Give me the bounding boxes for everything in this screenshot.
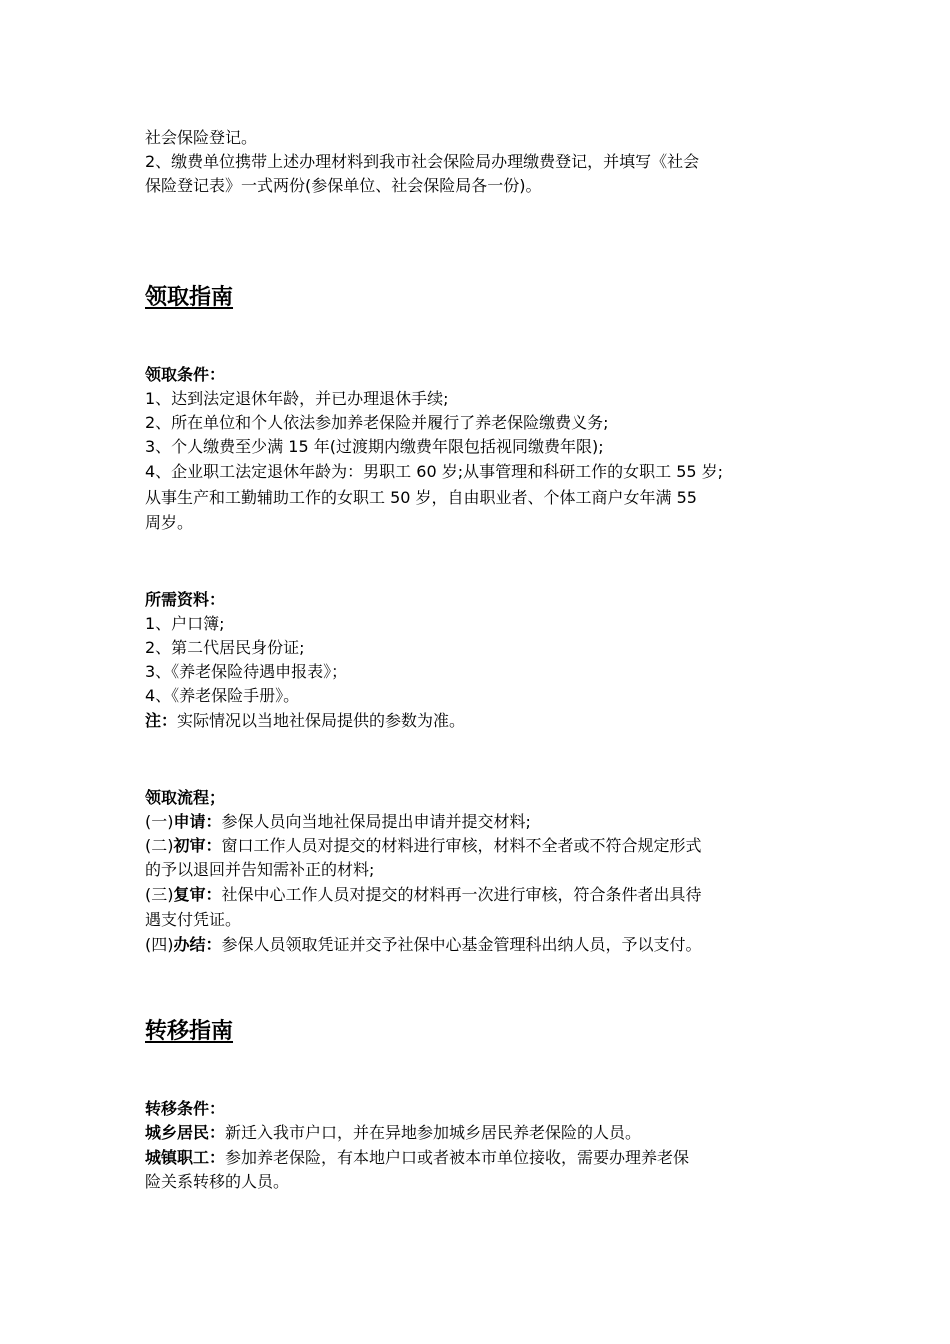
step-label: 办结： [173,935,222,954]
transfer-urban-worker-continued: 险关系转移的人员。 [145,1172,290,1191]
transfer-urban-worker [145,1146,689,1170]
step-number: (四) [145,935,174,954]
step-text: 参保人员领取凭证并交予社保中心基金管理科出纳人员，予以支付。 [221,935,702,954]
step-number: (三) [145,885,174,904]
step-label: 初审： [173,836,222,855]
urban-worker-label: 城镇职工： [145,1148,226,1167]
claim-material-item: 1、户口簿; [145,614,225,633]
claim-material-item: 3、《养老保险待遇申报表》； [145,662,348,681]
step-label: 复审： [173,885,222,904]
claim-condition-item: 周岁。 [145,513,194,532]
claim-condition-item: 1、达到法定退休年龄，并已办理退休手续; [145,389,449,408]
transfer-urban-rural [145,1121,641,1145]
transfer-guide-title: 转移指南 [145,1019,234,1044]
step-number: (一) [145,812,174,831]
claim-process-step [145,834,702,858]
claim-material-item: 2、第二代居民身份证; [145,638,305,657]
step-text: 社保中心工作人员对提交的材料再一次进行审核，符合条件者出具待 [221,885,702,904]
claim-process-step [145,810,531,834]
claim-process-step [145,933,702,957]
step-text: 窗口工作人员对提交的材料进行审核，材料不全者或不符合规定形式 [221,836,702,855]
intro-line-2: 2、缴费单位携带上述办理材料到我市社会保险局办理缴费登记，并填写《社会 [145,152,700,171]
claim-process-step-continued: 遇支付凭证。 [145,910,242,929]
note-label: 注： [145,711,178,730]
claim-conditions-heading: 领取条件： [145,365,226,384]
intro-line-1: 社会保险登记。 [145,128,258,147]
step-text: 参保人员向当地社保局提出申请并提交材料; [221,812,531,831]
claim-condition-item: 3、个人缴费至少满 15 年(过渡期内缴费年限包括视同缴费年限); [145,437,604,456]
claim-guide-title: 领取指南 [145,285,234,310]
claim-condition-item: 4、企业职工法定退休年龄为：男职工 60 岁;从事管理和科研工作的女职工 55 岁; [145,462,724,481]
claim-materials-note [145,709,465,733]
urban-rural-label: 城乡居民： [145,1123,226,1142]
note-text: 实际情况以当地社保局提供的参数为准。 [177,711,466,730]
claim-process-step-continued: 的予以退回并告知需补正的材料; [145,860,375,879]
claim-process-heading: 领取流程； [145,788,226,807]
urban-worker-text: 参加养老保险，有本地户口或者被本市单位接收，需要办理养老保 [225,1148,690,1167]
claim-material-item: 4、《养老保险手册》。 [145,686,300,705]
urban-rural-text: 新迁入我市户口，并在异地参加城乡居民养老保险的人员。 [225,1123,642,1142]
claim-materials-heading: 所需资料： [145,590,226,609]
step-label: 申请： [173,812,222,831]
intro-line-3: 保险登记表》一式两份(参保单位、社会保险局各一份)。 [145,176,542,195]
claim-condition-item: 2、所在单位和个人依法参加养老保险并履行了养老保险缴费义务; [145,413,609,432]
claim-process-step [145,883,702,907]
transfer-conditions-heading: 转移条件： [145,1099,226,1118]
claim-condition-item: 从事生产和工勤辅助工作的女职工 50 岁，自由职业者、个体工商户女年满 55 [145,488,697,507]
step-number: (二) [145,836,174,855]
